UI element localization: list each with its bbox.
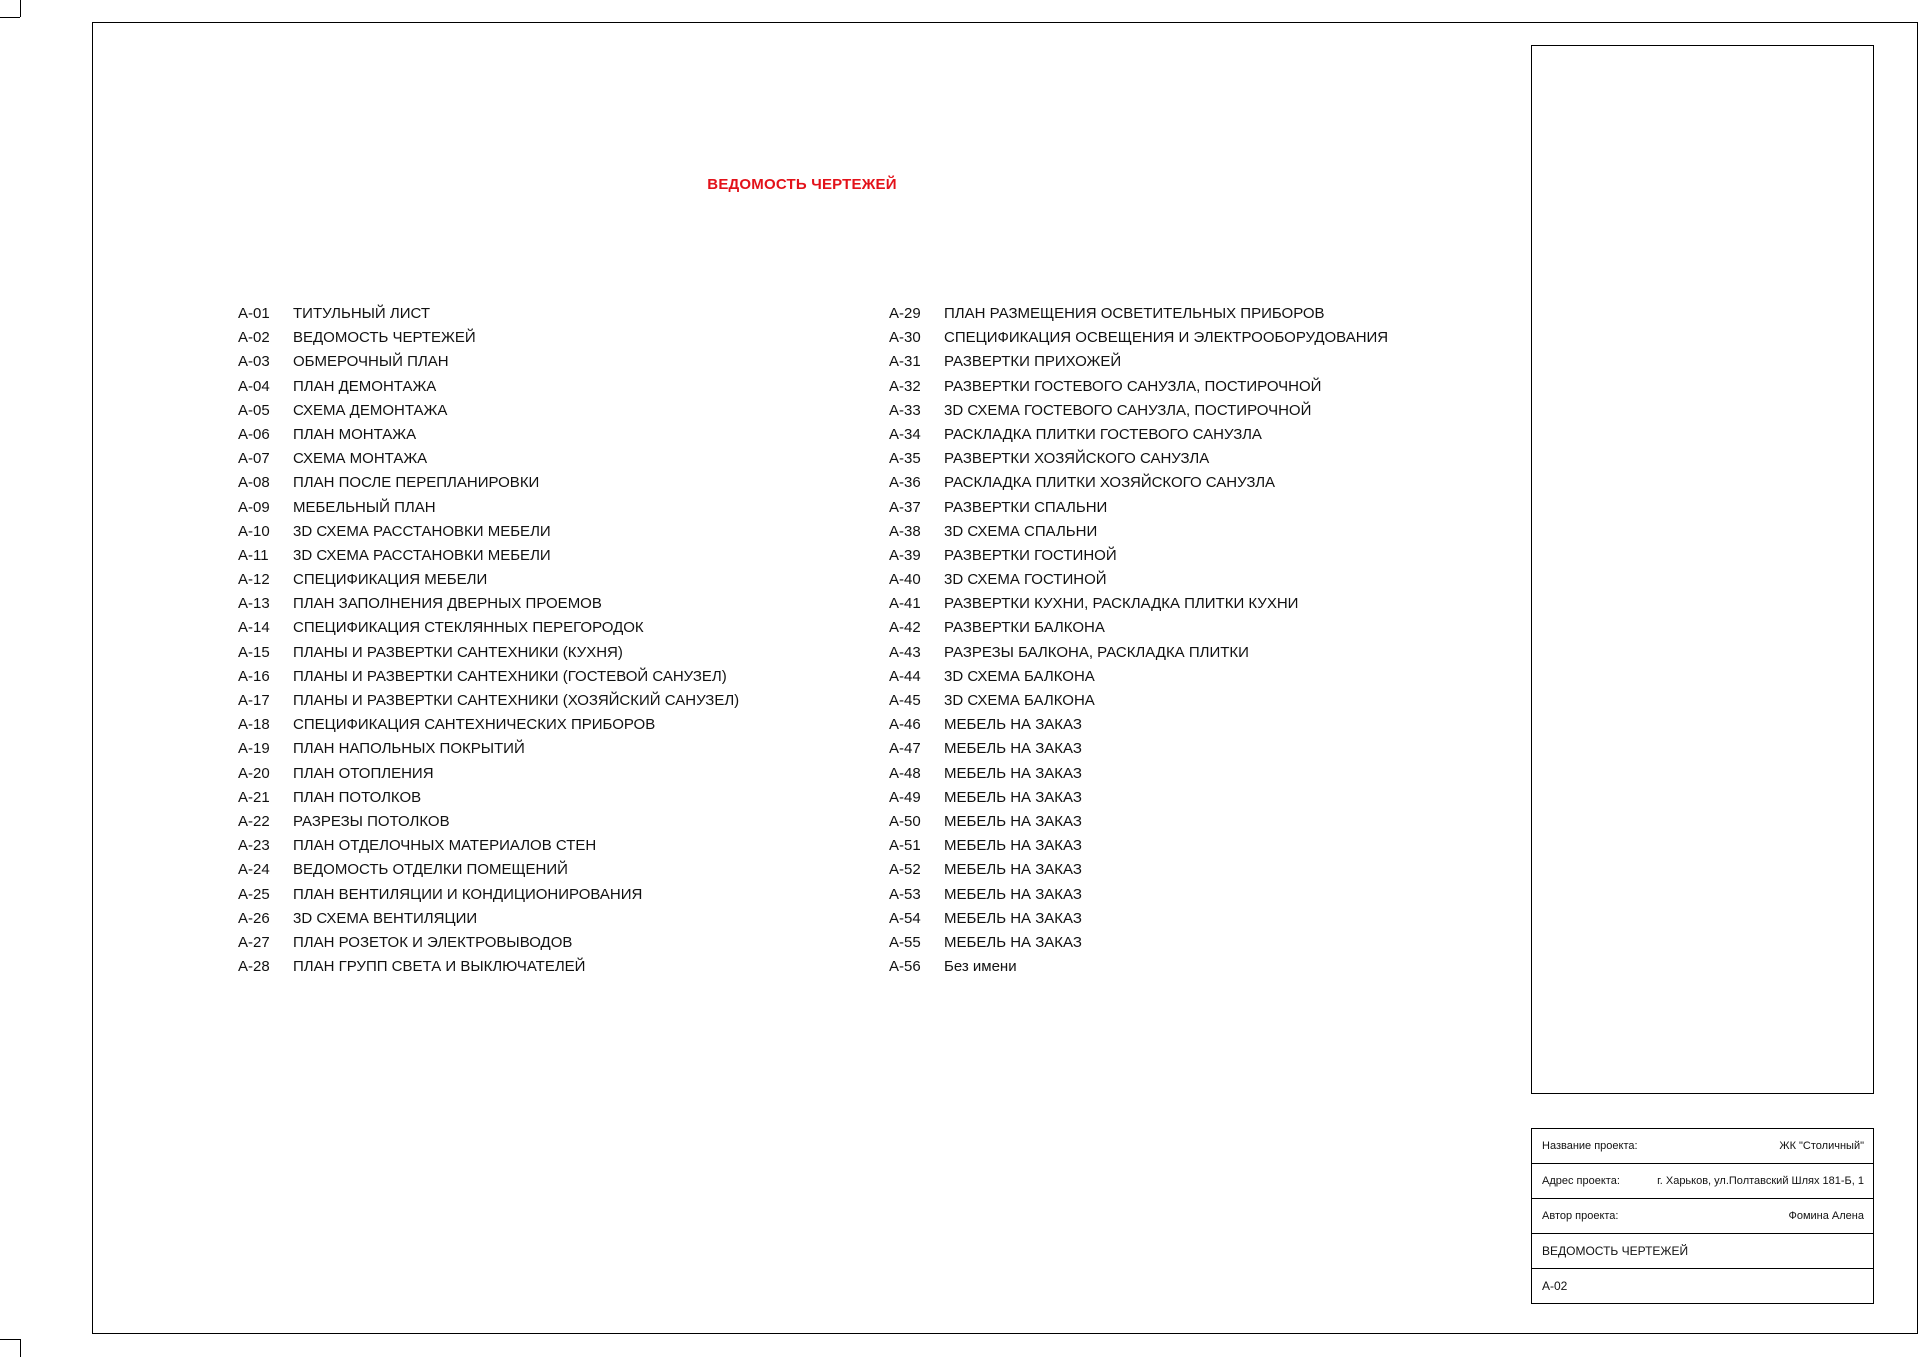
sheet-item-code: А-04 — [238, 377, 270, 395]
sheet-list-item — [889, 326, 1388, 350]
sheet-item-name: 3D СХЕМА РАССТАНОВКИ МЕБЕЛИ — [293, 546, 551, 564]
stamp-panel — [1531, 45, 1874, 1094]
sheet-item-name: МЕБЕЛЬ НА ЗАКАЗ — [944, 909, 1082, 927]
sheet-item-name: ПЛАНЫ И РАЗВЕРТКИ САНТЕХНИКИ (ГОСТЕВОЙ САНУЗЕЛ) — [293, 667, 727, 685]
sheet-item-code: А-25 — [238, 885, 270, 903]
sheet-list-item — [238, 544, 739, 568]
author-value: Фомина Алена — [1788, 1210, 1864, 1222]
sheet-list-item — [889, 786, 1388, 810]
sheet-item-code: А-22 — [238, 812, 270, 830]
sheet-list-item — [238, 350, 739, 374]
sheet-item-code: А-10 — [238, 522, 270, 540]
sheet-item-code: А-39 — [889, 546, 921, 564]
sheet-list-item — [889, 641, 1388, 665]
sheet-list-item — [238, 883, 739, 907]
sheet-item-code: А-54 — [889, 909, 921, 927]
sheet-list-item — [238, 496, 739, 520]
sheet-item-name: ВЕДОМОСТЬ ОТДЕЛКИ ПОМЕЩЕНИЙ — [293, 861, 568, 879]
sheet-list-item — [238, 737, 739, 761]
sheet-item-name: ВЕДОМОСТЬ ЧЕРТЕЖЕЙ — [293, 329, 476, 347]
sheet-item-name: МЕБЕЛЬ НА ЗАКАЗ — [944, 788, 1082, 806]
sheet-list-item — [238, 375, 739, 399]
sheet-item-code: А-40 — [889, 571, 921, 589]
sheet-item-name: ПЛАН НАПОЛЬНЫХ ПОКРЫТИЙ — [293, 740, 525, 758]
sheet-item-code: А-27 — [238, 933, 270, 951]
sheet-item-code: А-13 — [238, 595, 270, 613]
sheet-list-item — [889, 447, 1388, 471]
sheet-item-name: Без имени — [944, 958, 1017, 976]
sheet-item-name: МЕБЕЛЬНЫЙ ПЛАН — [293, 498, 436, 516]
sheet-item-name: ПЛАН ВЕНТИЛЯЦИИ И КОНДИЦИОНИРОВАНИЯ — [293, 885, 643, 903]
sheet-list-item — [238, 641, 739, 665]
sheet-list-item — [238, 931, 739, 955]
sheet-list-item — [889, 810, 1388, 834]
sheet-item-name: МЕБЕЛЬ НА ЗАКАЗ — [944, 933, 1082, 951]
sheet-item-code: А-55 — [889, 933, 921, 951]
sheet-list-item — [889, 423, 1388, 447]
sheet-item-name: ОБМЕРОЧНЫЙ ПЛАН — [293, 353, 449, 371]
sheet-item-name: РАЗВЕРТКИ КУХНИ, РАСКЛАДКА ПЛИТКИ КУХНИ — [944, 595, 1299, 613]
sheet-item-code: А-33 — [889, 401, 921, 419]
sheet-list-item — [238, 834, 739, 858]
sheet-list-item — [238, 616, 739, 640]
sheet-list-item — [889, 737, 1388, 761]
sheet-item-code: А-35 — [889, 450, 921, 468]
sheet-list-item — [238, 302, 739, 326]
sheet-item-code: А-29 — [889, 305, 921, 322]
sheet-item-code: А-48 — [889, 764, 921, 782]
sheet-list-item — [889, 544, 1388, 568]
drawing-title: ВЕДОМОСТЬ ЧЕРТЕЖЕЙ — [707, 176, 897, 193]
sheet-list-item — [238, 858, 739, 882]
sheet-item-code: А-12 — [238, 571, 270, 589]
sheet-item-name: ПЛАН ЗАПОЛНЕНИЯ ДВЕРНЫХ ПРОЕМОВ — [293, 595, 602, 613]
sheet-list-item — [238, 520, 739, 544]
sheet-item-name: ПЛАН МОНТАЖА — [293, 425, 417, 443]
sheet-item-code: А-21 — [238, 788, 270, 806]
sheet-item-code: А-42 — [889, 619, 921, 637]
corner-mark-bottom-left-v — [20, 1339, 21, 1357]
title-block-sheet-code-row — [1532, 1269, 1873, 1303]
sheet-title: ВЕДОМОСТЬ ЧЕРТЕЖЕЙ — [1542, 1244, 1689, 1258]
sheet-item-name: ТИТУЛЬНЫЙ ЛИСТ — [293, 305, 431, 322]
sheet-list-item — [238, 326, 739, 350]
sheet-item-name: РАЗРЕЗЫ БАЛКОНА, РАСКЛАДКА ПЛИТКИ — [944, 643, 1249, 661]
sheet-item-code: А-50 — [889, 812, 921, 830]
sheet-item-name: ПЛАН ГРУПП СВЕТА И ВЫКЛЮЧАТЕЛЕЙ — [293, 958, 586, 976]
sheet-item-name: СПЕЦИФИКАЦИЯ ОСВЕЩЕНИЯ И ЭЛЕКТРООБОРУДОВАНИЯ — [944, 329, 1389, 347]
sheet-item-code: А-36 — [889, 474, 921, 492]
sheet-item-name: 3D СХЕМА БАЛКОНА — [944, 667, 1095, 685]
sheet-item-code: А-01 — [238, 305, 270, 322]
sheet-item-code: А-44 — [889, 667, 921, 685]
sheet-list-item — [889, 592, 1388, 616]
sheet-list-item — [238, 786, 739, 810]
sheet-list-item — [889, 665, 1388, 689]
sheet-item-code: А-07 — [238, 450, 270, 468]
sheet-list-item — [238, 713, 739, 737]
sheet-item-code: А-32 — [889, 377, 921, 395]
sheet-item-code: А-52 — [889, 861, 921, 879]
address-value: г. Харьков, ул.Полтавский Шлях 181-Б, 1 — [1657, 1175, 1864, 1187]
sheet-list-item — [889, 955, 1388, 979]
sheet-item-name: 3D СХЕМА СПАЛЬНИ — [944, 522, 1098, 540]
sheet-list-item — [889, 350, 1388, 374]
sheet-item-name: ПЛАНЫ И РАЗВЕРТКИ САНТЕХНИКИ (ХОЗЯЙСКИЙ САНУЗЕЛ) — [293, 692, 740, 709]
sheet-item-name: РАЗВЕРТКИ БАЛКОНА — [944, 619, 1105, 637]
sheet-item-code: А-08 — [238, 474, 270, 492]
sheet-item-code: А-49 — [889, 788, 921, 806]
sheet-item-name: РАЗВЕРТКИ СПАЛЬНИ — [944, 498, 1108, 516]
sheet-list-item — [889, 471, 1388, 495]
sheet-item-code: А-46 — [889, 716, 921, 734]
sheet-item-code: А-09 — [238, 498, 270, 516]
sheet-item-code: А-06 — [238, 425, 270, 443]
sheet-item-code: А-51 — [889, 837, 921, 855]
sheet-list-item — [238, 665, 739, 689]
sheet-list-item — [238, 423, 739, 447]
sheet-item-code: А-05 — [238, 401, 270, 419]
sheet-item-name: МЕБЕЛЬ НА ЗАКАЗ — [944, 716, 1082, 734]
sheet-item-name: 3D СХЕМА БАЛКОНА — [944, 692, 1095, 709]
sheet-item-code: А-18 — [238, 716, 270, 734]
project-name-label: Название проекта: — [1542, 1140, 1638, 1152]
sheet-item-code: А-43 — [889, 643, 921, 661]
sheet-item-name: ПЛАН ПОТОЛКОВ — [293, 788, 422, 806]
sheet-list-item — [238, 762, 739, 786]
sheet-item-code: А-14 — [238, 619, 270, 637]
sheet-item-code: А-19 — [238, 740, 270, 758]
sheet-item-name: МЕБЕЛЬ НА ЗАКАЗ — [944, 885, 1082, 903]
project-name-value: ЖК "Столичный" — [1779, 1140, 1864, 1152]
sheet-list-item — [889, 907, 1388, 931]
sheet-item-name: ПЛАНЫ И РАЗВЕРТКИ САНТЕХНИКИ (КУХНЯ) — [293, 643, 623, 661]
sheet-list-item — [889, 302, 1388, 326]
sheet-list-left — [238, 302, 739, 979]
sheet-list-item — [238, 399, 739, 423]
sheet-item-name: СПЕЦИФИКАЦИЯ САНТЕХНИЧЕСКИХ ПРИБОРОВ — [293, 716, 656, 734]
title-block-address-row — [1532, 1164, 1873, 1199]
sheet-item-name: ПЛАН РОЗЕТОК И ЭЛЕКТРОВЫВОДОВ — [293, 933, 573, 951]
sheet-item-code: А-34 — [889, 425, 921, 443]
sheet-item-name: 3D СХЕМА ВЕНТИЛЯЦИИ — [293, 909, 478, 927]
sheet-list-item — [238, 810, 739, 834]
sheet-item-code: А-41 — [889, 595, 921, 613]
sheet-item-code: А-16 — [238, 667, 270, 685]
sheet-list-item — [238, 471, 739, 495]
sheet-item-name: МЕБЕЛЬ НА ЗАКАЗ — [944, 861, 1082, 879]
sheet-item-name: МЕБЕЛЬ НА ЗАКАЗ — [944, 837, 1082, 855]
sheet-item-code: А-24 — [238, 861, 270, 879]
sheet-item-code: А-37 — [889, 498, 921, 516]
sheet-list-item — [889, 496, 1388, 520]
sheet-list-item — [238, 907, 739, 931]
sheet-item-name: СПЕЦИФИКАЦИЯ СТЕКЛЯННЫХ ПЕРЕГОРОДОК — [293, 619, 644, 637]
sheet-code: А-02 — [1542, 1279, 1568, 1293]
sheet-item-name: МЕБЕЛЬ НА ЗАКАЗ — [944, 764, 1082, 782]
title-block-project-name-row — [1532, 1129, 1873, 1164]
sheet-list-item — [889, 713, 1388, 737]
sheet-item-code: А-28 — [238, 958, 270, 976]
sheet-list-item — [238, 447, 739, 471]
sheet-list-item — [889, 616, 1388, 640]
sheet-list-item — [889, 375, 1388, 399]
sheet-item-code: А-53 — [889, 885, 921, 903]
title-block — [1531, 1128, 1874, 1304]
sheet-item-name: 3D СХЕМА ГОСТИНОЙ — [944, 571, 1107, 589]
sheet-list-item — [889, 883, 1388, 907]
sheet-item-code: А-38 — [889, 522, 921, 540]
sheet-item-name: СПЕЦИФИКАЦИЯ МЕБЕЛИ — [293, 571, 488, 589]
sheet-item-code: А-03 — [238, 353, 270, 371]
corner-mark-bottom-left-h — [0, 1339, 20, 1340]
sheet-item-name: МЕБЕЛЬ НА ЗАКАЗ — [944, 740, 1082, 758]
sheet-list-item — [238, 955, 739, 979]
sheet-item-name: РАЗВЕРТКИ ПРИХОЖЕЙ — [944, 353, 1122, 371]
sheet-item-code: А-26 — [238, 909, 270, 927]
title-block-sheet-title-row — [1532, 1234, 1873, 1269]
sheet-list-item — [889, 931, 1388, 955]
sheet-item-code: А-31 — [889, 353, 921, 371]
sheet-item-name: ПЛАН ОТОПЛЕНИЯ — [293, 764, 434, 782]
title-block-author-row — [1532, 1199, 1873, 1234]
sheet-list-item — [889, 399, 1388, 423]
sheet-item-code: А-23 — [238, 837, 270, 855]
sheet-item-name: РАЗВЕРТКИ ГОСТЕВОГО САНУЗЛА, ПОСТИРОЧНОЙ — [944, 377, 1322, 395]
sheet-list-item — [889, 858, 1388, 882]
corner-mark-top-left-v — [20, 0, 21, 17]
sheet-list-item — [238, 689, 739, 713]
corner-mark-top-left-h — [0, 17, 20, 18]
sheet-list-item — [238, 568, 739, 592]
sheet-item-code: А-20 — [238, 764, 270, 782]
sheet-item-name: ПЛАН ДЕМОНТАЖА — [293, 377, 437, 395]
sheet-list-item — [238, 592, 739, 616]
sheet-list-item — [889, 520, 1388, 544]
sheet-item-code: А-56 — [889, 958, 921, 976]
sheet-list-item — [889, 568, 1388, 592]
sheet-item-name: 3D СХЕМА ГОСТЕВОГО САНУЗЛА, ПОСТИРОЧНОЙ — [944, 401, 1312, 419]
sheet-item-name: ПЛАН РАЗМЕЩЕНИЯ ОСВЕТИТЕЛЬНЫХ ПРИБОРОВ — [944, 305, 1325, 322]
sheet-item-name: ПЛАН ПОСЛЕ ПЕРЕПЛАНИРОВКИ — [293, 474, 540, 492]
sheet-list-right — [889, 302, 1388, 979]
sheet-item-name: РАЗВЕРТКИ ХОЗЯЙСКОГО САНУЗЛА — [944, 450, 1210, 468]
sheet-item-code: А-47 — [889, 740, 921, 758]
sheet-item-name: РАЗРЕЗЫ ПОТОЛКОВ — [293, 812, 450, 830]
sheet-item-name: РАСКЛАДКА ПЛИТКИ ГОСТЕВОГО САНУЗЛА — [944, 425, 1262, 443]
sheet-list-item — [889, 834, 1388, 858]
sheet-list-item — [889, 762, 1388, 786]
sheet-list-item — [889, 689, 1388, 713]
sheet-item-name: ПЛАН ОТДЕЛОЧНЫХ МАТЕРИАЛОВ СТЕН — [293, 837, 597, 855]
sheet-item-code: А-17 — [238, 692, 270, 709]
sheet-item-name: СХЕМА МОНТАЖА — [293, 450, 428, 468]
sheet-item-name: СХЕМА ДЕМОНТАЖА — [293, 401, 448, 419]
sheet-item-name: 3D СХЕМА РАССТАНОВКИ МЕБЕЛИ — [293, 522, 551, 540]
sheet-item-code: А-45 — [889, 692, 921, 709]
sheet-item-name: РАСКЛАДКА ПЛИТКИ ХОЗЯЙСКОГО САНУЗЛА — [944, 474, 1276, 492]
sheet-item-code: А-02 — [238, 329, 270, 347]
sheet-item-name: РАЗВЕРТКИ ГОСТИНОЙ — [944, 546, 1117, 564]
sheet-item-code: А-15 — [238, 643, 270, 661]
sheet-item-code: А-30 — [889, 329, 921, 347]
author-label: Автор проекта: — [1542, 1210, 1619, 1222]
sheet-item-code: А-11 — [238, 546, 269, 564]
address-label: Адрес проекта: — [1542, 1175, 1620, 1187]
sheet-item-name: МЕБЕЛЬ НА ЗАКАЗ — [944, 812, 1082, 830]
